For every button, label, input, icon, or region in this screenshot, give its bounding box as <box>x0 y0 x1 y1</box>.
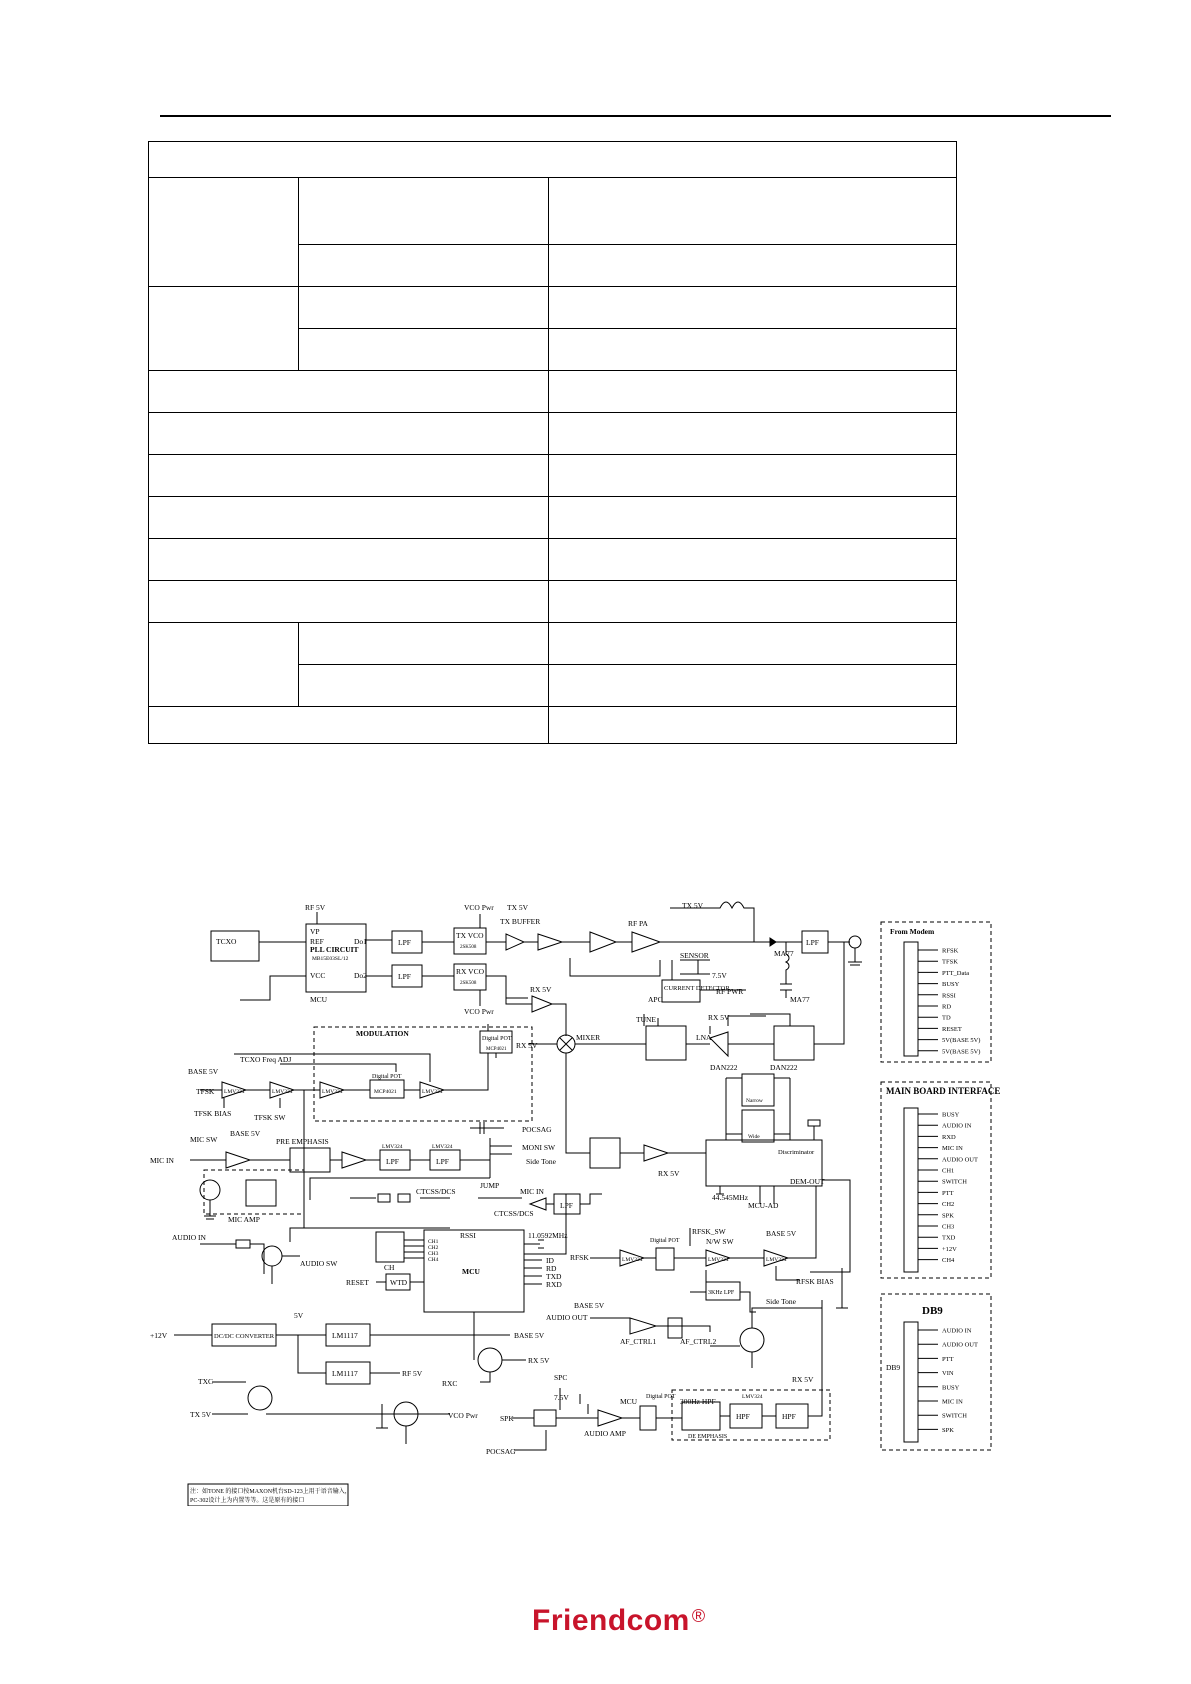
digital-pot-rfsk-label: Digital POT <box>650 1238 680 1244</box>
pocsag-top: POCSAG <box>522 1125 552 1134</box>
main-board-pin-label: CH3 <box>942 1223 955 1231</box>
id-label: ID <box>546 1256 554 1265</box>
main-board-pin-label: PTT <box>942 1189 954 1197</box>
ma77-label-2: MA77 <box>790 995 810 1004</box>
ch-list-3: CH3 <box>428 1251 439 1257</box>
audio-out-left: AUDIO OUT <box>546 1313 588 1322</box>
modem-pin-label: 5V(BASE 5V) <box>942 1037 981 1045</box>
modem-pin-label: RFSK <box>942 947 959 955</box>
table-cell <box>549 287 957 329</box>
tx-buffer-label: TX BUFFER <box>500 917 541 926</box>
table-cell <box>549 455 957 497</box>
pre-emphasis-label: PRE EMPHASIS <box>276 1137 329 1146</box>
table-cell <box>149 497 549 539</box>
lmv324-j: LMV324 <box>742 1394 763 1400</box>
reset-label: RESET <box>346 1278 369 1287</box>
lna-amp <box>710 1032 728 1056</box>
table-cell <box>549 371 957 413</box>
af-ctrl1-label: AF_CTRL1 <box>620 1337 657 1346</box>
lmv324-b: LMV324 <box>272 1089 293 1095</box>
hpf-label-1: HPF <box>736 1412 750 1421</box>
ctcss-label-2: CTCSS/DCS <box>494 1209 534 1218</box>
side-tone-right: Side Tone <box>766 1297 796 1306</box>
ref-label: REF <box>310 937 324 946</box>
logo-text: Friendcom <box>532 1604 690 1637</box>
v75-label-top: 7.5V <box>712 971 727 980</box>
lna-label: LNA <box>696 1033 712 1042</box>
v5-label: 5V <box>294 1311 304 1320</box>
lpf-mic2-label: LPF <box>436 1157 449 1166</box>
db9-pin-label: BUSY <box>942 1384 960 1392</box>
tfsk-label: TFSK <box>196 1087 215 1096</box>
table-cell <box>149 455 549 497</box>
vcc-label: VCC <box>310 971 326 980</box>
tx5v-transistor <box>248 1386 272 1410</box>
ch-list-4: CH4 <box>428 1257 439 1263</box>
table-row <box>149 707 957 744</box>
ctcss-label-1: CTCSS/DCS <box>416 1187 456 1196</box>
pre-emphasis-box <box>290 1148 330 1172</box>
table-cell <box>299 178 549 245</box>
base5v-label-5: BASE 5V <box>514 1331 545 1340</box>
lmv324-h: LMV324 <box>708 1257 729 1263</box>
digital-pot-spk-label: Digital POT <box>646 1394 676 1400</box>
audio-amp-label: AUDIO AMP <box>584 1429 626 1438</box>
table-cell <box>549 707 957 744</box>
ch-label: CH <box>384 1263 395 1272</box>
table-cell <box>549 581 957 623</box>
rfsk-sw-label: RFSK_SW <box>692 1227 726 1236</box>
table-row <box>149 371 957 413</box>
tx-vco-part: 2SK508 <box>460 945 477 950</box>
note-line-2: PC-302设计上为内置等等。这是原有的接口 <box>190 1498 305 1504</box>
current-detector-label: CURRENT DETECTOR <box>664 985 730 992</box>
if-filter-box <box>590 1138 620 1168</box>
main-board-pin-label: CH2 <box>942 1201 955 1209</box>
table-cell <box>549 497 957 539</box>
speaker-box <box>534 1410 556 1426</box>
modem-pin-label: TFSK <box>942 958 958 966</box>
digital-pot-mod-label: Digital POT <box>482 1036 512 1042</box>
rx-filter-2 <box>774 1026 814 1060</box>
rx5v-label-3: RX 5V <box>658 1169 680 1178</box>
rd-label: RD <box>546 1264 557 1273</box>
af-ctrl2-label: AF_CTRL2 <box>680 1337 717 1346</box>
vco-pwr-label-bot: VCO Pwr <box>448 1411 478 1420</box>
rx5v-label-2: RX 5V <box>708 1013 730 1022</box>
lm1117-label-2: LM1117 <box>332 1369 358 1378</box>
lmv324-d: LMV324 <box>422 1089 443 1095</box>
table-row <box>149 178 957 245</box>
db9-pin-label: SWITCH <box>942 1412 967 1420</box>
digital-pot-rfsk <box>656 1248 674 1270</box>
mcu-spk-label: MCU <box>620 1397 638 1406</box>
rfsk-bias-label: RFSK BIAS <box>796 1277 834 1286</box>
digital-pot-spk <box>640 1406 656 1430</box>
jump-label: JUMP <box>480 1181 500 1190</box>
rx5v-mix: RX 5V <box>516 1041 538 1050</box>
spk-label: SPK <box>500 1414 514 1423</box>
lpf-out-label: LPF <box>806 938 819 947</box>
rx5v-label-4: RX 5V <box>528 1356 550 1365</box>
audio-sw-transistor <box>262 1246 282 1266</box>
antenna-connector <box>849 936 861 948</box>
do2-label: Do2 <box>354 971 367 980</box>
hpf300-label: 300Hz HPF <box>680 1397 716 1406</box>
rx5v-label-5: RX 5V <box>792 1375 814 1384</box>
audio-sw-label: AUDIO SW <box>300 1259 338 1268</box>
mixer-label: MIXER <box>576 1033 601 1042</box>
table-row <box>149 539 957 581</box>
narrow-label: Narrow <box>746 1098 763 1104</box>
table-cell <box>299 665 549 707</box>
spc-label: SPC <box>554 1373 568 1382</box>
rx-vco-part: 2SK508 <box>460 981 477 986</box>
rf-pa-label: RF PA <box>628 919 648 928</box>
sensor-label: SENSOR <box>680 951 709 960</box>
table-cell <box>549 665 957 707</box>
lmv324-e: LMV324 <box>382 1144 403 1150</box>
mic-in-left: MIC IN <box>150 1156 174 1165</box>
db9-pin-label: AUDIO OUT <box>942 1341 978 1349</box>
pll-part: MB15E03SL/12 <box>312 956 349 962</box>
rf5v-top: RF 5V <box>305 903 326 912</box>
main-board-pin-label: MIC IN <box>942 1145 963 1153</box>
tfsk-sw-label: TFSK SW <box>254 1113 286 1122</box>
modem-pin-label: 5V(BASE 5V) <box>942 1048 981 1056</box>
lmv324-g: LMV324 <box>622 1257 643 1263</box>
mic-amp-dashed <box>204 1170 304 1214</box>
table-cell <box>299 329 549 371</box>
dan222-left: DAN222 <box>710 1063 738 1072</box>
rx-filter-1 <box>646 1026 686 1060</box>
table-row <box>149 455 957 497</box>
dem-out-label: DEM-OUT <box>790 1177 825 1186</box>
db9-pin-label: AUDIO IN <box>942 1327 972 1335</box>
moni-sw-label: MONI SW <box>522 1143 556 1152</box>
rfsk-label: RFSK <box>570 1253 589 1262</box>
ch-list-2: CH2 <box>428 1245 439 1251</box>
wide-label: Wide <box>748 1134 760 1140</box>
af-transistor <box>740 1328 764 1352</box>
lm1117-label-1: LM1117 <box>332 1331 358 1340</box>
rxd-label: RXD <box>546 1280 562 1289</box>
main-board-pin-label: SPK <box>942 1212 954 1220</box>
modem-pin-label: PTT_Data <box>942 969 970 977</box>
main-board-pin-label: CH1 <box>942 1167 955 1175</box>
de-emphasis-box <box>682 1402 720 1430</box>
block-diagram-svg <box>150 898 1044 1506</box>
db9-pin-label: VIN <box>942 1370 954 1378</box>
db9-pin-label: MIC IN <box>942 1398 963 1406</box>
tcxo-label: TCXO <box>216 937 237 946</box>
table-cell <box>299 287 549 329</box>
table-cell <box>549 623 957 665</box>
main-board-pin-label: AUDIO IN <box>942 1122 972 1130</box>
mcu-pll: MCU <box>310 995 328 1004</box>
table-cell <box>149 581 549 623</box>
table-cell <box>149 142 957 178</box>
hpf-label-2: HPF <box>782 1412 796 1421</box>
xtal-label: 44.545MHz <box>712 1193 749 1202</box>
modulation-label: MODULATION <box>356 1029 409 1038</box>
lpf-3k-label: 3KHz LPF <box>708 1290 735 1296</box>
lpf-mic1-label: LPF <box>386 1157 399 1166</box>
modem-pin-label: RSSI <box>942 992 956 1000</box>
rx-buffer-amp <box>532 996 552 1012</box>
apc-label: APC <box>648 995 663 1004</box>
mcp-mod-label: MCP4021 <box>486 1047 507 1052</box>
main-board-pin-label: BUSY <box>942 1111 960 1119</box>
txc-label: TXC <box>198 1377 213 1386</box>
lmv324-f: LMV324 <box>432 1144 453 1150</box>
db9-title: DB9 <box>922 1305 943 1317</box>
spec-table <box>148 141 957 744</box>
mcu-ad-label: MCU-AD <box>748 1201 779 1210</box>
lpf-ctcss-label: LPF <box>560 1201 573 1210</box>
txd-label: TXD <box>546 1272 562 1281</box>
pll-label: PLL CIRCUIT <box>310 945 359 954</box>
main-board-pin-label: AUDIO OUT <box>942 1156 978 1164</box>
db9-pin-label: PTT <box>942 1355 954 1363</box>
mcu-label: MCU <box>462 1267 480 1276</box>
table-cell <box>549 539 957 581</box>
base5v-label-3: BASE 5V <box>766 1229 797 1238</box>
table-cell <box>149 371 549 413</box>
main-board-title: MAIN BOARD INTERFACE <box>886 1086 1001 1096</box>
table-cell <box>549 178 957 245</box>
main-board-pin-label: TXD <box>942 1234 956 1242</box>
audio-out-amp <box>630 1318 656 1334</box>
modem-pin-label: BUSY <box>942 981 960 989</box>
rx5v-label-1: RX 5V <box>530 985 552 994</box>
rf-pwr-label: RF PWR <box>716 987 744 996</box>
mic-amp-label: MIC AMP <box>228 1215 260 1224</box>
v12-label: +12V <box>150 1331 168 1340</box>
main-board-pin-label: SWITCH <box>942 1178 967 1186</box>
audio-in-label: AUDIO IN <box>172 1233 206 1242</box>
db9-side-label: DB9 <box>886 1363 901 1372</box>
table-cell <box>149 623 299 707</box>
tune-label: TUNE <box>636 1015 656 1024</box>
rf5v-label-bot: RF 5V <box>402 1369 423 1378</box>
main-board-pin-label: RXD <box>942 1133 956 1141</box>
tx5v-top-right: TX 5V <box>682 901 704 910</box>
table-row <box>149 413 957 455</box>
table-cell <box>299 623 549 665</box>
mhz11-label: 11.0592MHz <box>528 1231 568 1240</box>
tx5v-label: TX 5V <box>507 903 529 912</box>
base5v-label-1: BASE 5V <box>188 1067 219 1076</box>
ma77-label-1: MA77 <box>774 949 794 958</box>
vp-label: VP <box>310 927 320 936</box>
modem-pin-label: RESET <box>942 1025 962 1033</box>
table-cell <box>149 413 549 455</box>
db9-panel <box>881 1294 991 1450</box>
rxc-label: RXC <box>442 1379 458 1388</box>
tx5v-bot-label: TX 5V <box>190 1410 212 1419</box>
table-cell <box>299 245 549 287</box>
mic-amp-transistor <box>200 1180 220 1200</box>
dan222-right: DAN222 <box>770 1063 798 1072</box>
discriminator-label: Discriminator <box>778 1149 815 1156</box>
mic-sw-label: MIC SW <box>190 1135 218 1144</box>
from-modem-title: From Modem <box>890 927 935 936</box>
table-cell <box>549 413 957 455</box>
table-cell <box>149 539 549 581</box>
base5v-label-2: BASE 5V <box>230 1129 261 1138</box>
ch-switch-box <box>376 1232 404 1262</box>
table-cell <box>149 178 299 287</box>
lpf-bot-label: LPF <box>398 972 411 981</box>
table-cell <box>549 245 957 287</box>
dcdc-label: DC/DC CONVERTER <box>214 1333 275 1340</box>
vco-pwr-bot: VCO Pwr <box>464 1007 494 1016</box>
tx-vco-label: TX VCO <box>456 931 484 940</box>
rssi-mcu-label: RSSI <box>460 1231 476 1240</box>
note-line-1: 注：如TONE 的接口按MAXON机台SD-123上用于语音输入， <box>190 1489 351 1495</box>
modem-pin-label: RD <box>942 1003 952 1011</box>
pocsag-bottom: POCSAG <box>486 1447 516 1456</box>
digital-pot-c: Digital POT <box>372 1074 402 1080</box>
modem-pin-label: TD <box>942 1014 951 1022</box>
mcp-c: MCP4021 <box>374 1089 397 1095</box>
main-board-pin-label: +12V <box>942 1245 957 1253</box>
lpf-top-label: LPF <box>398 938 411 947</box>
main-board-pin-label: CH4 <box>942 1257 955 1265</box>
table-row <box>149 581 957 623</box>
tcxo-adj-label: TCXO Freq ADJ <box>240 1055 292 1064</box>
do1-label: Do1 <box>354 937 367 946</box>
db9-pin-label: SPK <box>942 1426 954 1434</box>
mic-in-center: MIC IN <box>520 1187 544 1196</box>
friendcom-logo <box>532 1604 762 1644</box>
registered-mark: ® <box>691 1606 706 1626</box>
nw-sw-label: N/W SW <box>706 1237 734 1246</box>
table-cell <box>149 287 299 371</box>
lmv324-a: LMV324 <box>224 1089 245 1095</box>
table-cell <box>549 329 957 371</box>
table-row <box>149 497 957 539</box>
v75-label-bot: 7.5V <box>554 1393 569 1402</box>
base5v-label-4: BASE 5V <box>574 1301 605 1310</box>
de-emphasis-label: DE EMPHASIS <box>688 1434 728 1440</box>
table-row <box>149 623 957 665</box>
side-tone-top: Side Tone <box>526 1157 556 1166</box>
tcxo-box <box>211 931 259 961</box>
tx-buffer-amp <box>506 934 524 950</box>
table-row <box>149 142 957 178</box>
table-cell <box>149 707 549 744</box>
ch-list-1: CH1 <box>428 1239 439 1245</box>
rx5v-transistor <box>478 1348 502 1372</box>
rx-vco-label: RX VCO <box>456 967 484 976</box>
table-row <box>149 287 957 329</box>
tfsk-bias-label: TFSK BIAS <box>194 1109 232 1118</box>
mic-amp-box <box>246 1180 276 1206</box>
header-rule <box>160 115 1111 117</box>
wtd-label: WTD <box>390 1278 408 1287</box>
vco-pwr-top: VCO Pwr <box>464 903 494 912</box>
lmv324-c: LMV324 <box>322 1089 343 1095</box>
block-diagram <box>150 898 1044 1506</box>
lmv324-i: LMV324 <box>766 1257 787 1263</box>
